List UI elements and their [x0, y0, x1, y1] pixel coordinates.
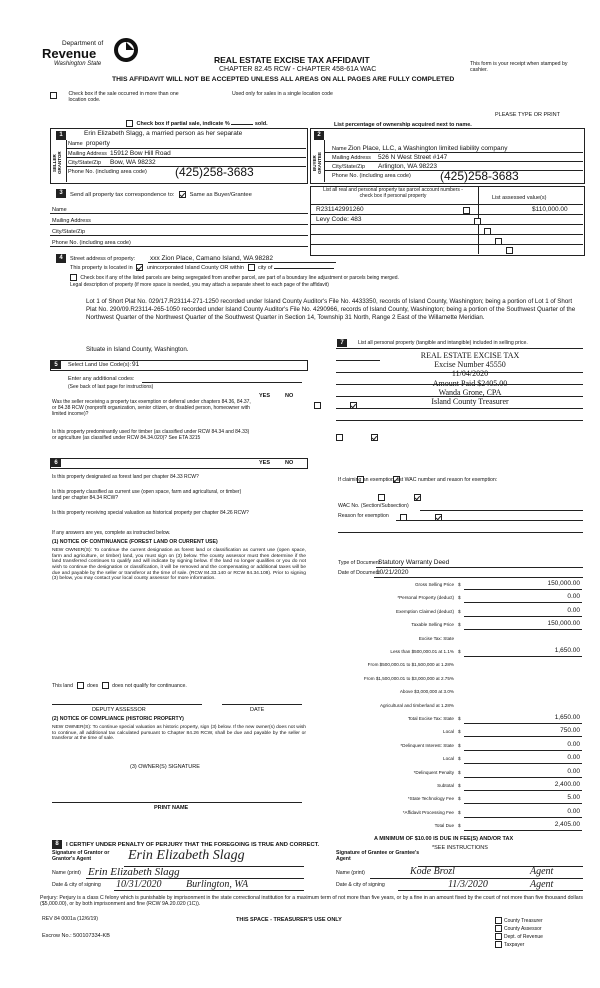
agency-dept: Department of — [62, 40, 104, 47]
s6-q2: Is this property classified as current use (open space, farm and agricultural, or timber) land per chapter 84.34 RCW? — [52, 489, 242, 501]
multi-location-row — [50, 92, 200, 104]
grantee-sig-label: Signature of Grantee or Grantee's Agent — [336, 850, 420, 862]
calc-row — [336, 634, 582, 645]
s5-q2-no[interactable] — [371, 434, 378, 441]
section6-number: 6 — [51, 459, 61, 467]
calc-row — [336, 821, 582, 832]
calc-row-label: *Delinquent Penalty — [413, 769, 454, 775]
notice1-text: NEW OWNER(S): To continue the current designation as forest land or classification as current use (open space, farm and agriculture, or timber) land, you must sign on (3) below. The county assessor must then determine if the land transferred continues to qualify and will indicate by signing below. If the land no longer qualifies or you do not wish to continue the designation or classification, it will be removed and the compensating or additional taxes will be due and payable by the seller or transferor at the time of sale. (RCW 84.33.140 or RCW 84.34.108). Prior to signing (3) below, you may contact your local county assessor for more information. — [52, 548, 306, 582]
dollar-sign: $ — [458, 769, 461, 775]
doc-type-label: Type of Document — [338, 560, 381, 566]
dist-treasurer: County Treasurer — [504, 918, 543, 924]
buyer-phone-label: Phone No. (including area code) — [332, 173, 411, 179]
calc-row-label: *Delinquent Interest: State — [400, 742, 454, 748]
exemption-claim: If claiming an exemption, list WAC number and reason for exemption: — [338, 477, 498, 483]
dist-taxpayer-checkbox[interactable] — [495, 941, 502, 948]
dist-assessor: County Assessor — [504, 926, 542, 932]
grantor-signature: Erin Elizabeth Slagg — [128, 848, 245, 863]
multi-location-label: Check box if the sale occurred in more than one location code. — [68, 91, 179, 103]
multi-location-checkbox[interactable] — [50, 92, 57, 99]
dist-revenue: Dept. of Revenue — [504, 934, 543, 940]
certify-statement: I CERTIFY UNDER PENALTY OF PERJURY THAT THE FOREGOING IS TRUE AND CORRECT. — [66, 842, 320, 848]
grantee-name-label: Name (print) — [336, 870, 365, 876]
buyer-city: Arlington, WA 98223 — [378, 163, 438, 170]
calc-row — [336, 607, 582, 618]
form-subtitle: CHAPTER 82.45 RCW - CHAPTER 458-61A WAC — [219, 66, 377, 73]
dist-taxpayer: Taxpayer — [504, 942, 525, 948]
seller-phone-label: Phone No. (including area code) — [68, 169, 147, 175]
personal-property-header: List all personal property (tangible and intangible) included in selling price. — [358, 340, 528, 346]
s6-q2-yes[interactable] — [378, 494, 385, 501]
s5-q1: Was the seller receiving a property tax exemption or deferral under chapters 84.36, 84.37, or 84.38 RCW (nonprofit organization, senior citizen, or disabled person, homeowner with limited income)? — [52, 399, 251, 417]
revenue-logo — [42, 38, 152, 72]
levy-code: Levy Code: 483 — [316, 216, 362, 223]
notice2-title: (2) NOTICE OF COMPLIANCE (HISTORIC PROPERTY) — [52, 716, 184, 722]
unincorporated-label: unincorporated Island County OR within — [146, 264, 244, 271]
section4-number: 4 — [56, 254, 66, 263]
buyer-phone: (425)258-3683 — [440, 169, 519, 183]
calc-row-label: From $500,000.01 to $1,500,000 at 1.28% — [367, 662, 454, 668]
agency-name: Revenue — [42, 46, 97, 61]
partial-sale-checkbox[interactable] — [126, 120, 133, 127]
calc-row — [336, 754, 582, 765]
s6-q3: Is this property receiving special valuation as historical property per chapter 84.26 RCW? — [52, 510, 249, 516]
s6-no: NO — [285, 460, 294, 466]
grantor-name: Erin Elizabeth Slagg — [88, 866, 180, 878]
unincorporated-checkbox[interactable] — [136, 264, 143, 271]
street-label: Street address of property: — [70, 256, 136, 262]
segregated-row — [70, 274, 399, 282]
grantee-date: 11/3/2020 — [448, 879, 488, 890]
deputy-assessor-label: DEPUTY ASSESSOR — [92, 707, 146, 713]
calc-row-label: *Personal Property (deduct) — [397, 595, 454, 601]
calc-row — [336, 727, 582, 738]
section5-number: 5 — [51, 361, 61, 369]
section8-number: 8 — [52, 840, 62, 849]
qualify-label: This land — [52, 682, 74, 689]
calc-row — [336, 647, 582, 658]
dollar-sign: $ — [458, 729, 461, 735]
calc-row-label: Taxable Selling Price — [411, 622, 454, 628]
treasurer-use-only: THIS SPACE - TREASURER'S USE ONLY — [236, 917, 342, 923]
calc-row — [336, 620, 582, 631]
does-not-qualify-checkbox[interactable] — [102, 682, 109, 689]
qualify-row — [52, 682, 187, 690]
grantee-name: Kode Brozl — [410, 866, 455, 877]
seller-address: 15912 Bow Hill Road — [110, 150, 171, 157]
does-label: does — [86, 682, 99, 689]
does-not-label: does not qualify for continuance. — [112, 682, 187, 689]
parcel-personal-checkbox[interactable] — [463, 207, 470, 214]
does-qualify-checkbox[interactable] — [77, 682, 84, 689]
see-instructions: *SEE INSTRUCTIONS — [432, 845, 488, 851]
dollar-sign: $ — [458, 622, 461, 628]
section3-number: 3 — [56, 189, 66, 198]
calc-row-label: *Affidavit Processing Fee — [402, 809, 454, 815]
calc-row — [336, 593, 582, 604]
calc-row-value: 1,650.00 — [554, 714, 580, 721]
grantor-sig-label: Signature of Grantor or Grantor's Agent — [52, 850, 110, 862]
calc-row — [336, 660, 582, 671]
city-of-checkbox[interactable] — [248, 264, 255, 271]
seller-address-label: Mailing Address — [68, 151, 107, 157]
owner-signature-label: (3) OWNER(S) SIGNATURE — [130, 764, 200, 770]
stamp-line-5: Wanda Grone, CPA — [438, 387, 502, 397]
calc-row — [336, 580, 582, 591]
calc-row — [336, 687, 582, 698]
buyer-side-label: BUYER GRANTEE — [312, 152, 323, 175]
calc-row-label: Total Due — [434, 823, 454, 829]
seller-section-number: 1 — [56, 131, 66, 140]
calc-row-label: Total Excise Tax: State — [407, 716, 454, 721]
calc-row — [336, 714, 582, 725]
calc-row — [336, 674, 582, 685]
calc-row-value: 0.00 — [567, 767, 580, 775]
calc-row-label: Above $3,000,000 at 3.0% — [399, 689, 454, 695]
stamp-line-4: Amount Paid $2405.00 — [432, 378, 508, 388]
dollar-sign: $ — [458, 756, 461, 762]
s5-q2-yes[interactable] — [336, 434, 343, 441]
s3-city-label: City/State/Zip — [52, 229, 86, 235]
calc-row-label: Local — [443, 756, 454, 762]
s6-q1: Is this property designated as forest land per chapter 84.33 RCW? — [52, 474, 199, 480]
dollar-sign: $ — [458, 649, 461, 654]
print-name-label: PRINT NAME — [154, 805, 189, 811]
calc-row-label: Agricultural and timberland at 1.28% — [379, 702, 454, 708]
located-in-row — [70, 264, 334, 271]
segregated-checkbox[interactable] — [70, 274, 77, 281]
calc-row — [336, 701, 582, 712]
legal-description: Lot 1 of Short Plat No. 029/17.R23114-271-1250 recorded under Island County Auditor's File No. 4433350, records of Island County, Washington; being a portion of Lot 1 of Short Plat No. 290/09.R23114-265-1050 recorded under Island County Auditor's File No. 4290966, records of Island County, Washington; being a portion of the Southwest Quarter of the Northwest Quarter of the Northwest Quarter of the Southwest Quarter in Section 14, Township 31 North, Range 2 East of the Willamette Meridian. — [86, 298, 576, 322]
please-type: PLEASE TYPE OR PRINT — [495, 112, 561, 118]
parcel-header: List all real and personal property tax parcel account numbers - check box if personal property — [323, 187, 463, 199]
calc-row-label: Excise Tax: State — [418, 635, 454, 641]
excise-stamp — [380, 351, 560, 406]
situate: Situate in Island County, Washington. — [86, 346, 189, 353]
assessed-value: $110,000.00 — [532, 206, 568, 213]
calc-row-value: 5.00 — [567, 794, 580, 802]
land-use-code: 91 — [132, 361, 140, 368]
street-address: xxx Zion Place, Camano Island, WA 98282 — [150, 255, 273, 262]
s5-q2: Is this property predominantly used for timber (as classified under RCW 84.34 and 84.33) or agriculture (as classified under RCW 84.34.020)? See ETA 3215 — [52, 429, 250, 441]
dollar-sign: $ — [458, 809, 461, 815]
city-of-label: city of — [258, 264, 273, 271]
doc-type: Statutory Warranty Deed — [378, 559, 450, 566]
seller-name-label: Name — [68, 141, 83, 147]
receipt-note: This form is your receipt when stamped by cashier. — [470, 61, 568, 73]
form-warning: THIS AFFIDAVIT WILL NOT BE ACCEPTED UNLESS ALL AREAS ON ALL PAGES ARE FULLY COMPLETED — [112, 76, 455, 83]
legal-label: Legal description of property (if more space is needed, you may attach a separate sheet to each page of the affidavit) — [70, 282, 329, 288]
calc-row-value: 0.00 — [567, 593, 580, 601]
minimum-fee: A MINIMUM OF $10.00 IS DUE IN FEE(S) AND/OR TAX — [374, 836, 514, 842]
calc-row — [336, 768, 582, 779]
revenue-logo-icon — [114, 38, 138, 62]
calc-row-value: 2,400.00 — [554, 781, 580, 788]
partial-sale-row — [126, 120, 268, 127]
segregated-label: Check box if any of the listed parcels are being segregated from another parcel, are part of a boundary line adjustment or parcels being merged. — [80, 274, 399, 281]
perjury-notice: Perjury: Perjury is a class C felony which is punishable by imprisonment in the state correctional institution for a maximum term of not more than five years, or by a fine in an amount fixed by the court of not more than five thousand dollars ($5,000.00), or by both imprisonment and fine (RCW 9A.20.020 (1C)). — [40, 895, 583, 907]
seller-city-label: City/State/Zip — [68, 160, 102, 166]
dist-treasurer-checkbox[interactable] — [495, 917, 502, 924]
calc-row-value: 0.00 — [567, 807, 580, 815]
see-back: (See back of last page for instructions) — [68, 384, 154, 390]
s5-no: NO — [285, 393, 294, 399]
single-location-note: Used only for sales in a single location code — [232, 91, 333, 97]
ownership-note: List percentage of ownership acquired next to name. — [334, 122, 472, 128]
buyer-section-number: 2 — [314, 131, 324, 140]
seller-side-label: SELLER GRANTOR — [52, 151, 63, 175]
dollar-sign: $ — [458, 595, 461, 601]
parcel-personal-checkbox-5[interactable] — [506, 247, 513, 254]
wac-label: WAC No. (Section/Subsection) — [338, 503, 409, 509]
agency-state: Washington State — [54, 61, 102, 67]
buyer-address-label: Mailing Address — [332, 155, 371, 161]
calc-row-value: 2,405.00 — [554, 821, 580, 829]
doc-date: 10/21/2020 — [376, 569, 409, 576]
calc-row-value: 150,000.00 — [547, 580, 580, 587]
dollar-sign: $ — [458, 742, 461, 748]
seller-phone: (425)258-3683 — [175, 165, 254, 179]
distribution-list — [495, 917, 543, 949]
calc-row-value: 1,650.00 — [554, 647, 580, 654]
calc-row-label: Exemption Claimed (deduct) — [396, 608, 454, 614]
form-title: REAL ESTATE EXCISE TAX AFFIDAVIT — [214, 55, 370, 65]
calc-row-label: Local — [443, 729, 454, 735]
same-as-buyer-checkbox[interactable] — [179, 191, 186, 198]
rev-number: REV 84 0001a (12/6/19) — [42, 916, 98, 922]
calc-row — [336, 794, 582, 805]
dist-revenue-checkbox[interactable] — [495, 933, 502, 940]
partial-sale-sold: sold. — [254, 120, 268, 127]
calc-row-value: 0.00 — [567, 754, 580, 762]
calc-row-label: *State Technology Fee — [407, 796, 454, 802]
dollar-sign: $ — [458, 823, 461, 829]
dist-assessor-checkbox[interactable] — [495, 925, 502, 932]
parcel-number: R231142991260 — [316, 206, 364, 213]
buyer-name: Zion Place, LLC, a Washington limited liability company — [348, 145, 508, 152]
s3-name-label: Name — [52, 207, 67, 213]
dollar-sign: $ — [458, 582, 461, 587]
calc-row — [336, 781, 582, 792]
buyer-city-label: City/State/Zip — [332, 164, 366, 170]
seller-city: Bow, WA 98232 — [110, 159, 156, 166]
dollar-sign: $ — [458, 796, 461, 802]
calc-row — [336, 741, 582, 752]
calc-row-label: Subtotal — [437, 783, 454, 788]
buyer-address: 526 N West Street #147 — [378, 154, 448, 161]
deputy-date-label: DATE — [250, 707, 265, 713]
s3-phone-label: Phone No. (including area code) — [52, 240, 131, 246]
stamp-line-1: REAL ESTATE EXCISE TAX — [420, 351, 520, 360]
s5-q1-yes[interactable] — [314, 402, 321, 409]
grantee-date-label: Date & city of signing — [336, 882, 385, 888]
notice1-title: (1) NOTICE OF CONTINUANCE (FOREST LAND OR CURRENT USE) — [52, 539, 218, 545]
section7-number: 7 — [337, 339, 347, 347]
s6-if-yes: If any answers are yes, complete as instructed below. — [52, 530, 171, 536]
escrow-number: Escrow No.: 500107334-KB — [42, 933, 110, 939]
send-correspondence-label: Send all property tax correspondence to: — [70, 192, 175, 199]
grantor-city: Burlington, WA — [186, 879, 249, 890]
s6-q2-no[interactable] — [414, 494, 421, 501]
grantee-title: Agent — [530, 866, 554, 877]
calc-row-value: 0.00 — [567, 740, 580, 748]
dollar-sign: $ — [458, 783, 461, 788]
same-as-buyer-label: Same as Buyer/Grantee — [189, 192, 252, 199]
s6-yes: YES — [259, 460, 271, 466]
s3-address-label: Mailing Address — [52, 218, 91, 224]
calc-row-value: 750.00 — [560, 727, 580, 735]
grantor-name-label: Name (print) — [52, 870, 81, 876]
calc-row-label: From $1,500,000.01 to $3,000,000 at 2.75% — [363, 675, 454, 681]
seller-name-line1: Erin Elizabeth Slagg, a married person as her separate — [84, 130, 243, 137]
stamp-line-2: Excise Number 45550 — [434, 360, 506, 370]
seller-name-line2: property — [86, 140, 110, 147]
grantee-signature: Agent — [530, 879, 554, 890]
calc-row-value: 150,000.00 — [547, 620, 580, 628]
assessed-header: List assessed value(s) — [492, 195, 547, 201]
buyer-name-label: Name — [332, 146, 347, 152]
calc-row-label: Less than $500,000.01 at 1.1% — [390, 649, 454, 654]
doc-date-label: Date of Document — [338, 570, 380, 576]
send-correspondence-row — [70, 191, 252, 199]
calc-row-label: Gross Selling Price — [414, 582, 454, 587]
stamp-line-6: Island County Treasurer — [431, 396, 509, 406]
located-in-label: This property is located in — [70, 264, 133, 271]
notice2-text: NEW OWNER(S): To continue special valuation as historic property, sign (3) below. If the new owner(s) does not wish to continue, all additional tax calculated pursuant to Chapter 84.26 RCW, shall be due and payable by the seller or transferor at the time of sale. — [52, 725, 306, 742]
land-use-label: Select Land Use Code(s): — [68, 362, 131, 368]
stamp-line-3: 11/04/2020 — [451, 369, 489, 379]
calc-row — [336, 808, 582, 819]
dollar-sign: $ — [458, 608, 461, 614]
dollar-sign: $ — [458, 716, 461, 721]
grantor-date-label: Date & city of signing — [52, 882, 101, 888]
partial-sale-label: Check box if partial sale, indicate % — [136, 120, 230, 127]
additional-codes: Enter any additional codes: — [68, 376, 135, 382]
grantor-date: 10/31/2020 — [116, 879, 162, 890]
s5-yes: YES — [259, 393, 271, 399]
reason-label: Reason for exemption — [338, 513, 389, 519]
calc-row-value: 0.00 — [567, 606, 580, 614]
